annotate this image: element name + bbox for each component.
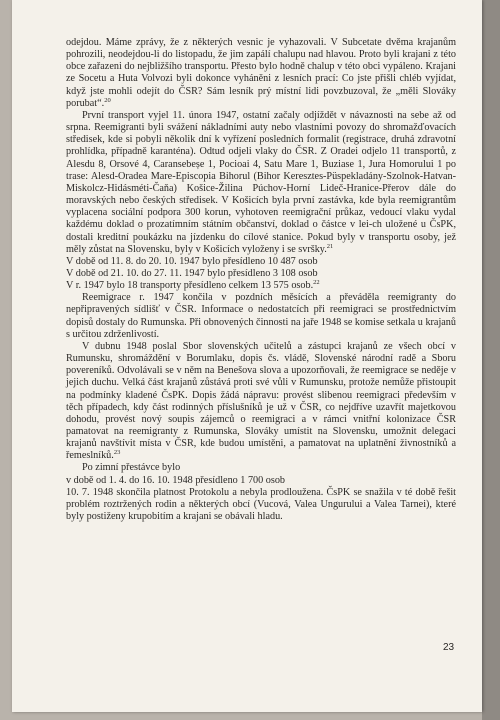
stat-intro: Po zimní přestávce bylo (82, 462, 181, 474)
paragraph: 10. 7. 1948 skončila platnost Protokolu a nebyla prodloužena. ČsPK se snažila v té době řešit problém roztržených rodin a některých obcí (Vucová, Valea Ungurului a Valea Tarnei), které byly postiženy krupobitím a krajani se obávali hladu. (66, 486, 456, 523)
stat-line: V r. 1947 bylo 18 transporty přesídleno celkem 13 575 osob.$^{22}$ (66, 279, 320, 292)
body-text (66, 37, 456, 523)
stat-line: v době od 1. 4. do 16. 10. 1948 přesídleno 1 700 osob (66, 474, 286, 486)
footnote-ref: 21 (326, 242, 334, 250)
page-number: 23 (443, 642, 455, 653)
stat-line: V době od 21. 10. do 27. 11. 1947 bylo přesídleno 3 108 osob (66, 267, 318, 279)
paragraph: První transport vyjel 11. února 1947, ostatní začaly odjíždět v návaznosti na sebe až od srpna. Reemigranti byli svážení nákladními auty nebo vlastními povozy do shromažďovacích středisek, kde si pobyli několik dní k vyřízení posledních formalit (registrace, druhá zdravotní prohlídka, případně karanténa). Odtud odjeli vlaky do ČSR. Z Oradei odjelo 11 transportů, z Alesdu 8, Orsové 4, Caransebeșe 1, Pocioai 4, Satu Mare 1, Buziase 1, Jura Homorului 1 po trase: Alesd-Oradea Mare-Episcopia Bihorul (Bihor Keresztes-Püspekladány-Szolnok-Hatvan-Miskolcz-Hidásméti-Čaňa) Košice-Žilina Púchov-Horní Lideč-Hranice-Přerov dále do moravských nebo českých středisek. V Košicích byla první zastávka, kde byla reemigrantům vyplacena sociální podpora 300 korun, vyhotoven reemigrační průkaz, vedoucí vlaku vydal každému doklad o prozatímním státním občanství, doklad o částce v lei-ch uložené u ČsPK, dostali kreditní poukázku na jízdenku do cílové stanice. Pokud byly v transportu osoby, jež měly zůstat na Slovensku, byly v Košicích vyloženy i se svršky.$^{21}$ (66, 109, 456, 255)
background-strip (482, 0, 500, 720)
book-page (12, 0, 482, 712)
paragraph: odejdou. Máme zprávy, že z některých vesnic je vyhazovali. V Subcetate dvěma krajanům pohrozili, neodejdou-li do listopadu, že jim zapálí chalupu nad hlavou. Proto byli krajani z této obce zařazeni do nejbližšího transportu. Přesto bylo hodně chalup v této obci vypáleno. Krajani ze Socetu a Huta Volvozi byli dokonce vyháněni z lesních prací: Co jste přišli chléb vyjídat, když jste mohli odejít do ČSR? Sám lesník prý místní lidi povzbuzoval, že „měli Slováky porubat“.$^{20}$ (66, 37, 456, 109)
stat-line: V době od 11. 8. do 20. 10. 1947 bylo přesídleno 10 487 osob (66, 255, 318, 267)
footnote-ref: 22 (313, 279, 320, 287)
footnote-ref: 20 (104, 96, 111, 104)
footnote-ref: 23 (113, 449, 121, 457)
paragraph: V dubnu 1948 poslal Sbor slovenských učitelů a zástupci krajanů ze všech obcí v Rumunsku, shromáždění v Borumlaku, dopis čs. vládě, Slovenské národní radě a Sboru povereníků. Odvolávali se v něm na Benešova slova a upozorňovali, že reemigrace se neděje v jejich duchu. Velká část krajanů zůstává proti své vůli v Rumunsku, protože nemůže přistoupit na podmínky kladené ČsPK. Dopis žádá nápravu: provést slibenou reemigraci především v těch případech, kdy část rodinných příslušníků je už v ČSR, co nejdříve uzavřít majetkovou dohodu, provést nový soupis zájemců o reemigraci a v rámci vnitřní kolonizace ČSR pamatovat na reemigranty z Rumunska, Slováky umístit na Slovensku, umožnit delegaci krajanů navštívit místa v ČSR, kde budou umístěni, a pamatovat na uplatnění živnostníků a řemeslníků.$^{23}$ (66, 340, 456, 462)
paragraph: Reemigrace r. 1947 končila v pozdních měsících a převáděla reemigranty do nepřipravených sídlišť v ČSR. Informace o nedostatcích při reemigraci se prostřednictvím dopisů dostaly do Rumunska. Při obnovených činnosti na jaře 1948 se komise setkala u krajanů s určitou zdrženlivostí. (66, 292, 456, 340)
